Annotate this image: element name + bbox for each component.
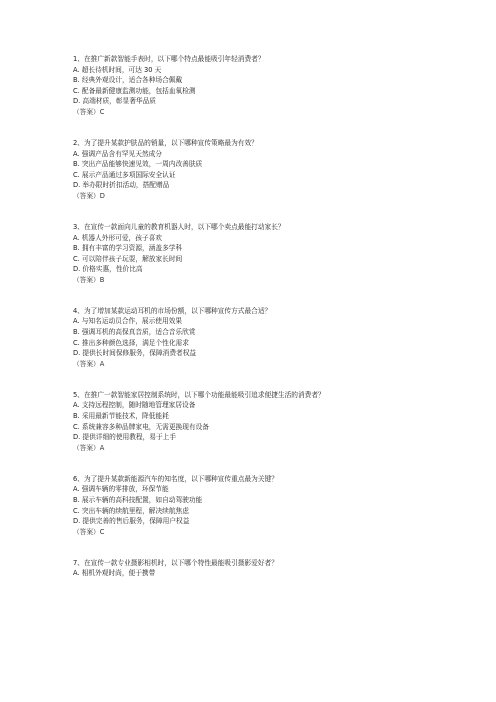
question-title: 1、在推广新款智能手表时，以下哪个特点最能吸引年轻消费者？: [73, 55, 265, 63]
question-block: [73, 474, 433, 538]
answer-key: （答案）A: [73, 359, 105, 368]
answer-option: D. 举办限时折扣活动，搭配赠品: [73, 181, 170, 190]
answer-key: （答案）C: [73, 107, 105, 116]
question-block: [73, 138, 433, 202]
question-block: [73, 390, 433, 454]
answer-option: C. 推出多种颜色选择，满足个性化需求: [73, 338, 189, 347]
question-block: [73, 558, 433, 579]
answer-option: C. 可以陪伴孩子玩耍，解放家长时间: [73, 254, 183, 263]
answer-option: C. 突出车辆的续航里程，解决续航焦虑: [73, 506, 189, 515]
answer-option: D. 高端材质，彰显奢华品质: [73, 97, 156, 106]
answer-option: B. 采用最新节能技术，降低能耗: [73, 412, 169, 420]
answer-option: A. 支持远程控制，随时随地管理家居设备: [73, 401, 196, 410]
answer-option: B. 展示车辆的高科技配置，如自动驾驶功能: [73, 495, 203, 504]
document-body: [73, 54, 433, 599]
answer-option: A. 相机外观时尚，便于携带: [73, 569, 156, 578]
question-block: [73, 222, 433, 286]
answer-option: B. 经典外观设计，适合各种场合佩戴: [73, 76, 183, 85]
answer-option: D. 价格实惠，性价比高: [73, 265, 143, 274]
question-block: [73, 306, 433, 370]
question-block: [73, 54, 433, 118]
answer-option: D. 提供完善的售后服务，保障用户权益: [73, 517, 190, 526]
answer-option: B. 强调耳机的高保真音质，适合音乐欣赏: [73, 328, 196, 337]
question-title: 7、在宣传一款专业摄影相机时，以下哪个特性最能吸引摄影爱好者？: [73, 558, 278, 567]
question-title: 3、在宣传一款面向儿童的教育机器人时，以下哪个卖点最能打动家长？: [73, 222, 285, 231]
answer-option: A. 强调产品含有罕见天然成分: [73, 149, 162, 158]
answer-key: （答案）B: [73, 275, 105, 284]
answer-key: （答案）C: [73, 527, 105, 536]
answer-option: B. 拥有丰富的学习资源，涵盖多学科: [73, 244, 183, 253]
answer-key: （答案）D: [73, 191, 105, 200]
answer-option: C. 展示产品通过多项国际安全认证: [73, 170, 176, 179]
answer-option: A. 与知名运动员合作，展示使用效果: [73, 317, 183, 326]
answer-option: A. 超长待机时间，可达 30 天: [73, 65, 162, 74]
question-title: 5、在推广一款智能家居控制系统时，以下哪个功能最能吸引追求便捷生活的消费者？: [73, 390, 325, 399]
answer-option: B. 突出产品能够快速见效，一周内改善肤质: [73, 160, 203, 169]
question-title: 4、为了增加某款运动耳机的市场份额，以下哪种宣传方式最合适？: [73, 306, 272, 315]
question-title: 2、为了提升某款护肤品的销量，以下哪种宣传策略最为有效？: [73, 138, 258, 147]
answer-option: A. 强调车辆的零排放，环保节能: [73, 485, 169, 494]
question-title: 6、为了提升某款新能源汽车的知名度，以下哪种宣传重点最为关键？: [73, 474, 278, 483]
answer-option: D. 提供长时间保修服务，保障消费者权益: [73, 349, 197, 358]
answer-option: A. 机器人外形可爱，孩子喜欢: [73, 233, 162, 242]
answer-key: （答案）A: [73, 443, 105, 452]
answer-option: D. 提供详细的使用教程，易于上手: [73, 433, 177, 442]
answer-option: C. 系统兼容多种品牌家电，无需更换现有设备: [73, 422, 209, 431]
answer-option: C. 配备最新健康监测功能，包括血氧检测: [73, 86, 196, 95]
